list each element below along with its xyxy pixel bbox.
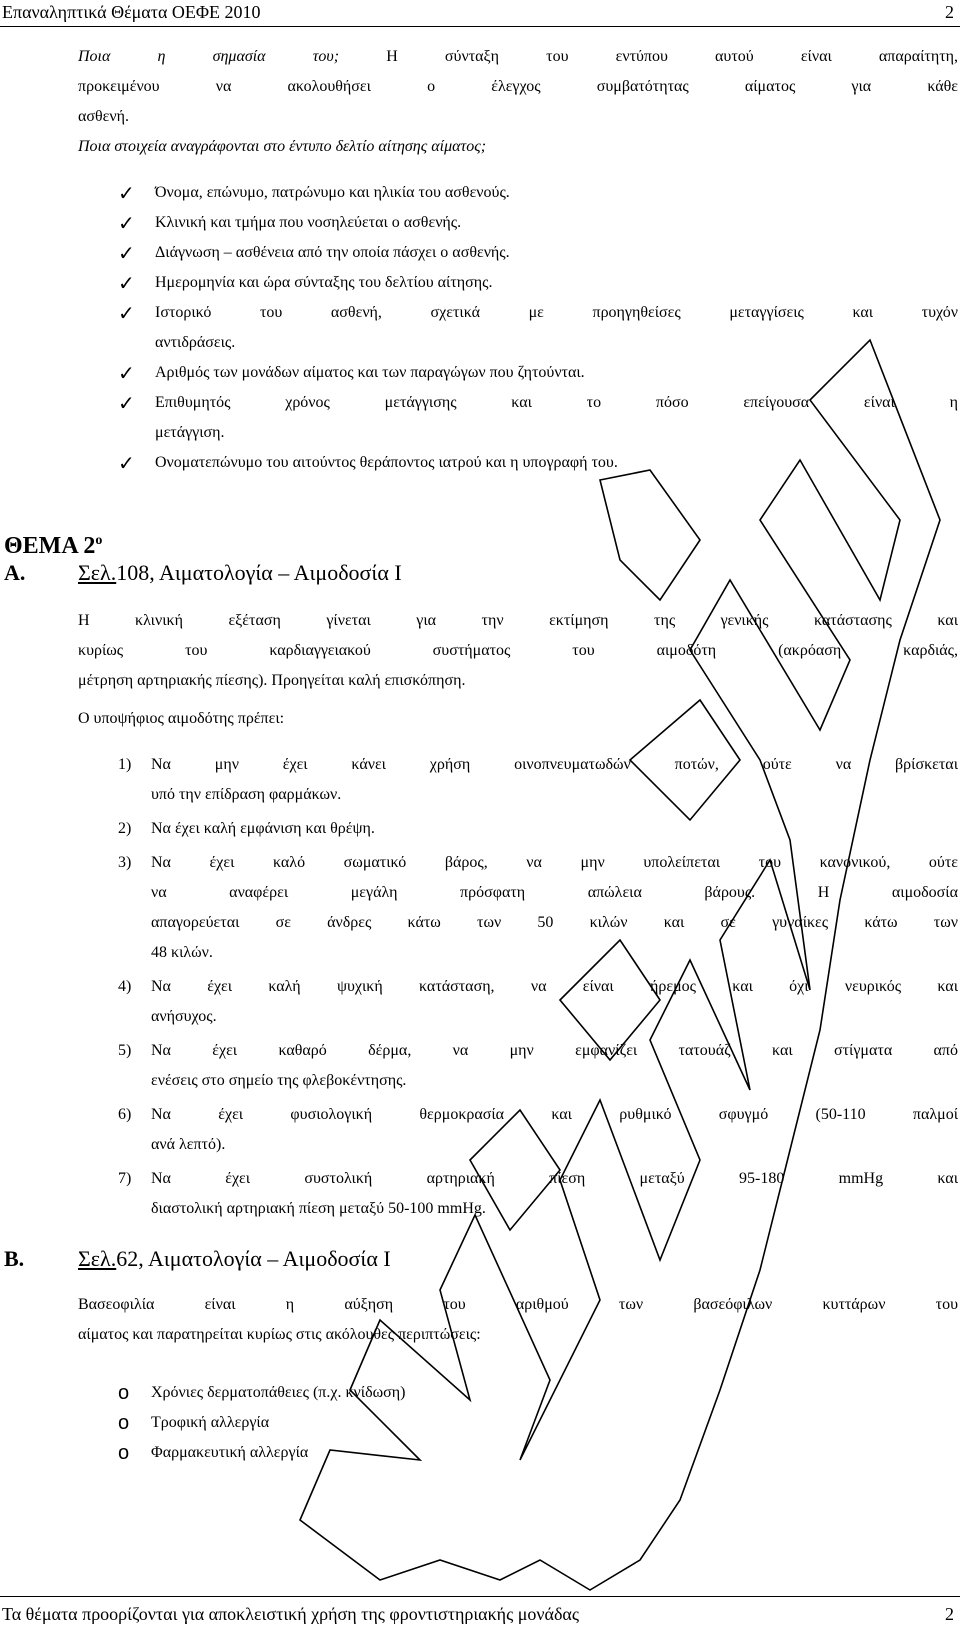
footer-rule xyxy=(0,1596,960,1597)
list-item xyxy=(118,1438,308,1468)
intro-line-2: προκειμένου να ακολουθήσει ο έλεγχος συμβατότητας αίματος για κάθε xyxy=(78,78,958,95)
intro-paragraph xyxy=(78,42,958,132)
check-icon: ✓ xyxy=(118,271,135,295)
part-b-reference xyxy=(78,1244,391,1274)
header-title: Επαναληπτικά Θέματα ΟΕΦΕ 2010 xyxy=(2,2,261,22)
part-b-ref-page: Σελ. xyxy=(78,1246,117,1271)
list-item xyxy=(118,1378,405,1408)
check-icon: ✓ xyxy=(118,241,135,265)
list-item-text: Να έχει φυσιολογική θερμοκρασία και ρυθμικό σφυγμό (50-110 παλμοί xyxy=(151,1106,958,1123)
page-header xyxy=(2,0,954,24)
part-a-line-3: μέτρηση αρτηριακής πίεσης). Προηγείται καλή επισκόπηση. xyxy=(78,672,466,689)
section-title xyxy=(4,526,102,561)
intro-question: Ποια η σημασία του; xyxy=(78,48,340,65)
list-item-text-continued: να αναφέρει μεγάλη πρόσφατη απώλεια βάρους. Η αιμοδοσία xyxy=(151,884,958,901)
list-item-text-continued: 48 κιλών. xyxy=(151,944,213,961)
list-item-text: Να έχει συστολική αρτηριακή πίεση μεταξύ 95-180 mmHg και xyxy=(151,1170,958,1187)
list-item xyxy=(118,1164,958,1224)
list-item-number: 6) xyxy=(118,1106,132,1123)
list-item-number: 1) xyxy=(118,756,132,773)
circle-bullet-icon: o xyxy=(118,1442,130,1464)
list-item xyxy=(118,178,958,208)
list-item-text-continued: αντιδράσεις. xyxy=(155,334,236,351)
list-item xyxy=(118,268,958,298)
intro-line-3: ασθενή. xyxy=(78,108,129,125)
list-item-text: Κλινική και τμήμα που νοσηλεύεται ο ασθενής. xyxy=(155,214,462,231)
footer-page-number: 2 xyxy=(945,1604,954,1624)
footer-text: Τα θέματα προορίζονται για αποκλειστική χρήση της φροντιστηριακής μονάδας xyxy=(2,1604,579,1624)
list-item-text: Διάγνωση – ασθένεια από την οποία πάσχει ο ασθενής. xyxy=(155,244,510,261)
list-item-text-continued: υπό την επίδραση φαρμάκων. xyxy=(151,786,342,803)
list-item-text: Να έχει καθαρό δέρμα, να μην εμφανίζει τατουάζ και στίγματα από xyxy=(151,1042,958,1059)
part-a-line-2: κυρίως του καρδιαγγειακού συστήματος του αιμοδότη (ακρόαση καρδιάς, xyxy=(78,642,958,659)
list-item xyxy=(118,388,958,448)
list-item-text-continued: ενέσεις στο σημείο της φλεβοκέντησης. xyxy=(151,1072,407,1089)
list-item-text: Επιθυμητός χρόνος μετάγγισης και το πόσο επείγουσα είναι η xyxy=(155,394,958,411)
part-a-ref-page: Σελ. xyxy=(78,560,117,585)
check-icon: ✓ xyxy=(118,451,135,475)
header-page-number: 2 xyxy=(945,2,954,22)
check-icon: ✓ xyxy=(118,211,135,235)
list-item-text-continued: μετάγγιση. xyxy=(155,424,225,441)
list-item xyxy=(118,1408,269,1438)
list-item-number: 4) xyxy=(118,978,132,995)
list-item-text: Ιστορικό του ασθενή, σχετικά με προηγηθείσες μεταγγίσεις και τυχόν xyxy=(155,304,958,321)
list-item xyxy=(118,750,958,810)
circle-bullet-icon: o xyxy=(118,1382,130,1404)
section-title-superscript: ο xyxy=(95,533,103,548)
part-b-ref-rest: 62, Αιματολογία – Αιμοδοσία Ι xyxy=(116,1246,391,1271)
part-a-label: Α. xyxy=(4,560,26,585)
list-item-text: Φαρμακευτική αλλεργία xyxy=(151,1444,309,1461)
list-item xyxy=(118,1100,958,1160)
part-b-line-1: Βασεοφιλία είναι η αύξηση του αριθμού των βασεόφιλων κυττάρων του xyxy=(78,1296,958,1313)
section-title-text: ΘΕΜΑ 2 xyxy=(4,533,96,559)
intro-answer-1: Η σύνταξη του εντύπου αυτού είναι απαραίτητη, xyxy=(386,48,958,65)
part-a-intro-text: Ο υποψήφιος αιμοδότης πρέπει: xyxy=(78,710,285,727)
list-item-text: Τροφική αλλεργία xyxy=(151,1414,270,1431)
check-icon: ✓ xyxy=(118,181,135,205)
list-item-text: Να έχει καλό σωματικό βάρος, να μην υπολείπεται του κανονικού, ούτε xyxy=(151,854,958,871)
list-item xyxy=(118,972,958,1032)
header-rule xyxy=(0,26,960,27)
list-item-text: Να μην έχει κάνει χρήση οινοπνευματωδών ποτών, ούτε να βρίσκεται xyxy=(151,756,958,773)
check-icon: ✓ xyxy=(118,301,135,325)
list-item-text: Ονοματεπώνυμο του αιτούντος θεράποντος ιατρού και η υπογραφή του. xyxy=(155,454,618,471)
list-item xyxy=(118,814,958,844)
check-icon: ✓ xyxy=(118,361,135,385)
list-item-text: Ημερομηνία και ώρα σύνταξης του δελτίου αίτησης. xyxy=(155,274,493,291)
part-b-line-2: αίματος και παρατηρείται κυρίως στις ακόλουθες περιπτώσεις: xyxy=(78,1326,481,1343)
part-b-label: Β. xyxy=(4,1246,25,1271)
list-item-text-continued: ανήσυχος. xyxy=(151,1008,217,1025)
part-a-paragraph xyxy=(78,606,958,696)
circle-bullet-icon: o xyxy=(118,1412,130,1434)
part-a-intro xyxy=(78,704,958,734)
part-a-ref-rest: 108, Αιματολογία – Αιμοδοσία Ι xyxy=(116,560,402,585)
list-item-number: 2) xyxy=(118,820,132,837)
list-item xyxy=(118,238,958,268)
list-item xyxy=(118,848,958,968)
list-item-text: Χρόνιες δερματοπάθειες (π.χ. κνίδωση) xyxy=(151,1384,406,1401)
intro-question-2-text: Ποια στοιχεία αναγράφονται στο έντυπο δελτίο αίτησης αίματος; xyxy=(78,138,487,155)
list-item xyxy=(118,208,958,238)
list-item-text-continued: διαστολική αρτηριακή πίεση μεταξύ 50-100 mmHg. xyxy=(151,1200,486,1217)
check-icon: ✓ xyxy=(118,391,135,415)
list-item-text: Αριθμός των μονάδων αίματος και των παραγώγων που ζητούνται. xyxy=(155,364,585,381)
list-item-text: Να έχει καλή εμφάνιση και θρέψη. xyxy=(151,820,375,837)
part-b-paragraph xyxy=(78,1290,958,1350)
intro-question-2 xyxy=(78,132,958,162)
list-item-text-continued: απαγορεύεται σε άνδρες κάτω των 50 κιλών και σε γυναίκες κάτω των xyxy=(151,914,958,931)
intro-line-1 xyxy=(78,42,958,72)
list-item xyxy=(118,448,958,478)
list-item xyxy=(118,358,958,388)
part-a-line-1: Η κλινική εξέταση γίνεται για την εκτίμηση της γενικής κατάστασης και xyxy=(78,612,958,629)
list-item-text: Να έχει καλή ψυχική κατάσταση, να είναι ήρεμος και όχι νευρικός και xyxy=(151,978,958,995)
list-item-number: 3) xyxy=(118,854,132,871)
part-a-reference xyxy=(78,558,402,588)
list-item-text-continued: ανά λεπτό). xyxy=(151,1136,226,1153)
list-item-number: 7) xyxy=(118,1170,132,1187)
list-item xyxy=(118,298,958,358)
list-item xyxy=(118,1036,958,1096)
list-item-text: Όνομα, επώνυμο, πατρώνυμο και ηλικία του ασθενούς. xyxy=(155,184,510,201)
list-item-number: 5) xyxy=(118,1042,132,1059)
